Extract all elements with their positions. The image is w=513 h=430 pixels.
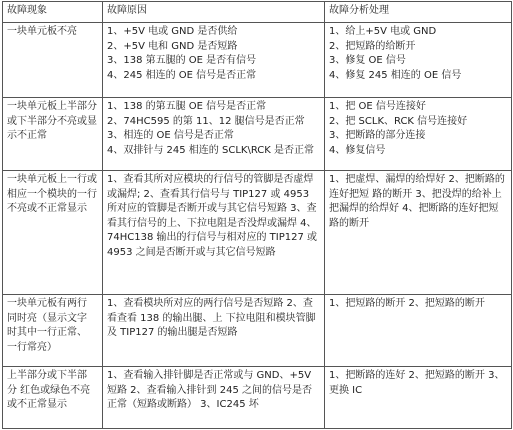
- cause-line: 4、双排针与 245 相连的 SCLK\RCK 是否正常: [107, 144, 314, 156]
- symptom-cell: 一块单元板不亮: [3, 23, 103, 98]
- cause-line: 1、138 的第五腿 OE 信号是否正常: [107, 101, 267, 112]
- header-cause: 故障原因: [103, 2, 325, 23]
- solution-line: 1、给上+5V 电或 GND: [329, 26, 437, 37]
- solution-line: 1、把 OE 信号连接好: [329, 101, 426, 112]
- solution-line: 3、把断路的部分连接: [329, 130, 426, 141]
- solution-line: 4、修复信号: [329, 144, 386, 156]
- symptom-cell: 一块单元板上一行或相应一个模块的一行不亮或不正常显示: [3, 171, 103, 295]
- symptom-cell: 一块单元板上半部分或下半部分不亮或显示不正常: [3, 98, 103, 171]
- table-row: [3, 295, 512, 367]
- cause-cell: 1、查看其所对应模块的行信号的管脚是否虚焊或漏焊; 2、查看其行信号与 TIP127 或 4953 所对应的管脚是否断开或与其它信号短路 3、查看其行信号的上、下拉电阻是否没焊或漏焊 4、74HC138 输出的行信号与相对应的 TIP127 或 4953 之间是否断开或与其它信号短路: [103, 171, 325, 295]
- table-row: [3, 98, 512, 171]
- cause-line: 2、+5V 电和 GND 是否短路: [107, 40, 238, 52]
- cause-cell: [103, 23, 325, 98]
- solution-cell: [325, 23, 512, 98]
- cause-cell: 1、查看模块所对应的两行信号是否短路 2、查看查看 138 的输出腿、上 下拉电阻和模块管脚及 TIP127 的输出腿是否短路: [103, 295, 325, 367]
- cause-line: 4、245 相连的 OE 信号是否正常: [107, 69, 257, 81]
- cause-cell: 1、查看输入排针脚是否正常或与 GND、+5V 短路 2、查看输入排针到 245 之间的信号是否正常（短路或断路） 3、IC245 坏: [103, 367, 325, 429]
- solution-line: 3、修复 OE 信号: [329, 55, 406, 66]
- header-symptom: 故障现象: [3, 2, 103, 23]
- cause-line: 3、相连的 OE 信号是否正常: [107, 130, 234, 141]
- solution-cell: 1、把断路的连好 2、把短路的断开 3、更换 IC: [325, 367, 512, 429]
- cause-line: 2、74HC595 的第 11、12 腿信号是否正常: [107, 115, 305, 127]
- fault-table: [2, 1, 512, 429]
- cause-line: 1、+5V 电或 GND 是否供给: [107, 26, 238, 37]
- solution-cell: 1、把短路的断开 2、把短路的断开: [325, 295, 512, 367]
- header-solution: 故障分析处理: [325, 2, 512, 23]
- cause-cell: [103, 98, 325, 171]
- solution-cell: [325, 98, 512, 171]
- solution-line: 2、把短路的给断开: [329, 40, 416, 52]
- symptom-cell: 上半部分或下半部 分 红色或绿色不亮 或不正常显示: [3, 367, 103, 429]
- symptom-cell: 一块单元板有两行 同时亮（显示文字 时其中一行正常、 一行常亮）: [3, 295, 103, 367]
- table-row: [3, 23, 512, 98]
- solution-line: 2、把 SCLK、RCK 信号连接好: [329, 115, 468, 127]
- solution-line: 4、修复 245 相连的 OE 信号: [329, 69, 462, 81]
- table-row: [3, 367, 512, 429]
- table-row: [3, 171, 512, 295]
- cause-line: 3、138 第五腿的 OE 是否有信号: [107, 55, 257, 66]
- table-header-row: [3, 2, 512, 23]
- solution-cell: 1、把虚焊、漏焊的给焊好 2、把断路的连好把短 路的断开 3、把没焊的给补上把漏焊的给焊好 4、把断路的连好把短路的断开: [325, 171, 512, 295]
